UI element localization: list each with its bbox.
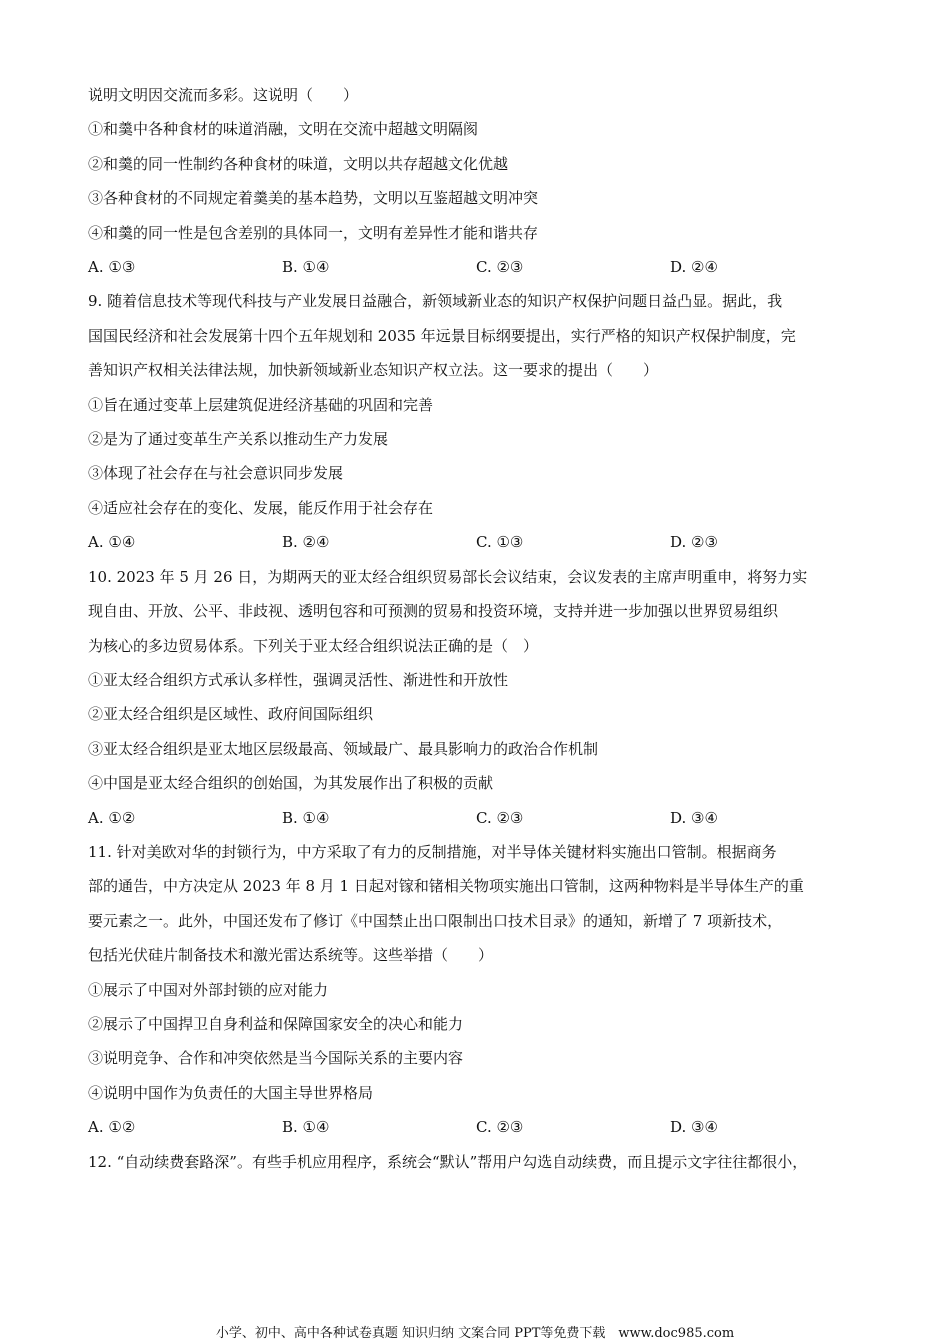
q11-item-3: ③说明竞争、合作和冲突依然是当今国际关系的主要内容 xyxy=(88,1049,464,1068)
q8-stem-tail: 说明文明因交流而多彩。这说明（ ） xyxy=(88,86,359,104)
q10-stem-line-2: 现自由、开放、公平、非歧视、透明包容和可预测的贸易和投资环境，支持并进一步加强以世界贸易组织 xyxy=(88,602,779,621)
q11-item-1: ①展示了中国对外部封锁的应对能力 xyxy=(88,980,329,999)
q9-option-b: B. ②④ xyxy=(282,533,330,552)
q9-item-4: ④适应社会存在的变化、发展，能反作用于社会存在 xyxy=(88,498,434,517)
q8-item-2: ②和羹的同一性制约各种食材的味道，文明以共存超越文化优越 xyxy=(88,154,509,173)
q10-option-c: C. ②③ xyxy=(476,808,524,827)
q11-stem-line-2: 部的通告，中方决定从 2023 年 8 月 1 日起对镓和锗相关物项实施出口管制，这两种物料是半导体生产的重 xyxy=(88,877,804,896)
q9-option-d: D. ②③ xyxy=(670,533,718,552)
q8-item-4: ④和羹的同一性是包含差别的具体同一，文明有差异性才能和谐共存 xyxy=(88,223,539,242)
q10-option-a: A. ①② xyxy=(88,808,136,827)
q11-option-b: B. ①④ xyxy=(282,1118,330,1137)
q11-item-4: ④说明中国作为负责任的大国主导世界格局 xyxy=(88,1083,374,1102)
q10-options xyxy=(88,801,864,835)
q11-stem-line-4: 包括光伏硅片制备技术和激光雷达系统等。这些举措（ ） xyxy=(88,946,494,965)
q9-option-a: A. ①④ xyxy=(88,533,136,552)
q8-item-3: ③各种食材的不同规定着羹美的基本趋势，文明以互鉴超越文明冲突 xyxy=(88,189,539,208)
q9-item-3: ③体现了社会存在与社会意识同步发展 xyxy=(88,464,344,483)
exam-page xyxy=(88,78,864,1179)
q8-options xyxy=(88,250,864,284)
q9-stem-line-1: 9. 随着信息技术等现代科技与产业发展日益融合，新领域新业态的知识产权保护问题日益凸显。据此，我 xyxy=(88,292,783,311)
q8-option-d: D. ②④ xyxy=(670,258,718,277)
q11-option-c: C. ②③ xyxy=(476,1118,524,1137)
q8-item-1: ①和羹中各种食材的味道消融，文明在交流中超越文明隔阂 xyxy=(88,120,479,139)
q11-option-a: A. ①② xyxy=(88,1118,136,1137)
q12-stem-line-1: 12. “自动续费套路深”。有些手机应用程序，系统会“默认”帮用户勾选自动续费，而且提示文字往往都很小， xyxy=(88,1152,808,1171)
q11-stem-line-3: 要元素之一。此外，中国还发布了修订《中国禁止出口限制出口技术目录》的通知，新增了 7 项新技术， xyxy=(88,911,783,930)
q9-item-2: ②是为了通过变革生产关系以推动生产力发展 xyxy=(88,430,389,449)
q10-option-b: B. ①④ xyxy=(282,808,330,827)
q9-options xyxy=(88,525,864,559)
page-footer: 小学、初中、高中各种试卷真题 知识归纳 文案合同 PPT等免费下载 www.doc985.com xyxy=(215,1326,735,1341)
q10-stem-line-1: 10. 2023 年 5 月 26 日，为期两天的亚太经合组织贸易部长会议结束，会议发表的主席声明重申，将努力实 xyxy=(88,567,808,586)
q8-option-c: C. ②③ xyxy=(476,258,524,277)
q8-option-a: A. ①③ xyxy=(88,258,136,277)
q11-options xyxy=(88,1110,864,1144)
q10-item-3: ③亚太经合组织是亚太地区层级最高、领域最广、最具影响力的政治合作机制 xyxy=(88,739,599,758)
q11-stem-line-1: 11. 针对美欧对华的封锁行为，中方采取了有力的反制措施，对半导体关键材料实施出口管制。根据商务 xyxy=(88,842,777,861)
q9-item-1: ①旨在通过变革上层建筑促进经济基础的巩固和完善 xyxy=(88,395,434,414)
q9-option-c: C. ①③ xyxy=(476,533,524,552)
q9-stem-line-2: 国国民经济和社会发展第十四个五年规划和 2035 年远景目标纲要提出，实行严格的知识产权保护制度，完 xyxy=(88,326,796,345)
q10-option-d: D. ③④ xyxy=(670,808,718,827)
q8-option-b: B. ①④ xyxy=(282,258,330,277)
q9-stem-line-3: 善知识产权相关法律法规，加快新领域新业态知识产权立法。这一要求的提出（ ） xyxy=(88,361,659,380)
q10-item-4: ④中国是亚太经合组织的创始国，为其发展作出了积极的贡献 xyxy=(88,774,494,793)
q11-item-2: ②展示了中国捍卫自身利益和保障国家安全的决心和能力 xyxy=(88,1014,464,1033)
q10-item-2: ②亚太经合组织是区域性、政府间国际组织 xyxy=(88,705,374,724)
q10-item-1: ①亚太经合组织方式承认多样性，强调灵活性、渐进性和开放性 xyxy=(88,670,509,689)
q10-stem-line-3: 为核心的多边贸易体系。下列关于亚太经合组织说法正确的是（ ） xyxy=(88,636,539,655)
q11-option-d: D. ③④ xyxy=(670,1118,718,1137)
